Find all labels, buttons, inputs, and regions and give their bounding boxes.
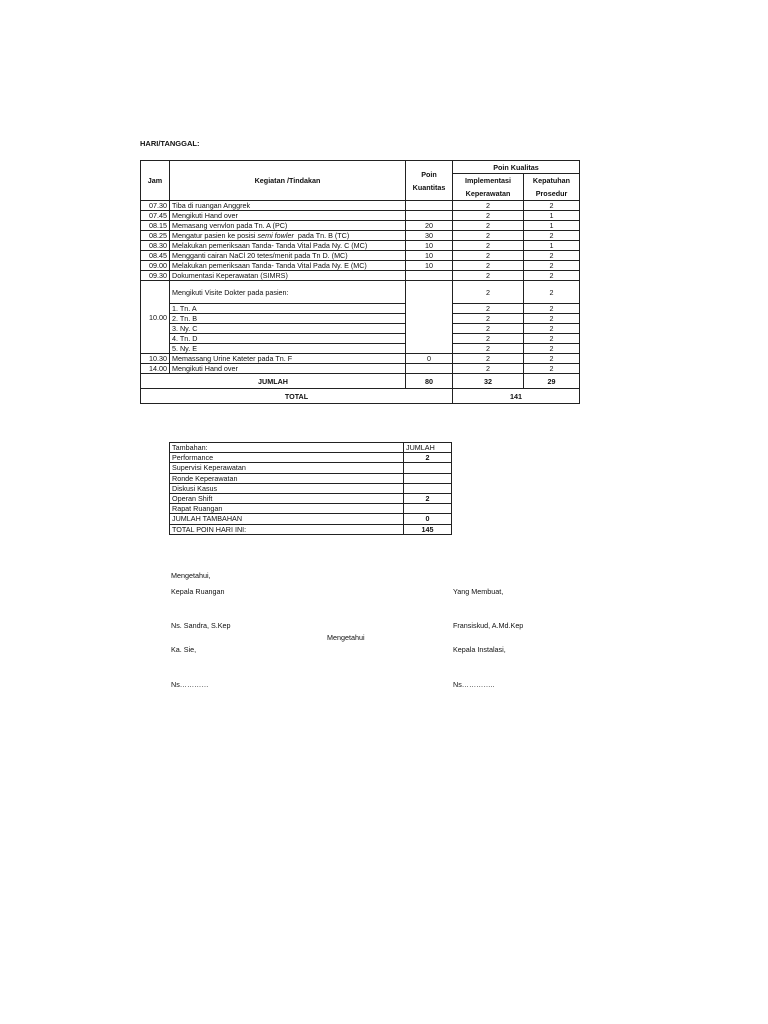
row-kuantitas: 10 — [406, 251, 453, 261]
tambahan-header-row — [170, 443, 452, 453]
tambahan-item-value — [404, 504, 452, 514]
row-jam: 07.30 — [141, 201, 170, 211]
visite-kuantitas — [406, 281, 453, 354]
kegiatan-italic-text: semi fowler — [257, 231, 294, 240]
table-row — [141, 261, 580, 271]
row-kegiatan: Mengganti cairan NaCl 20 tetes/menit pada Tn D. (MC) — [170, 251, 406, 261]
kegiatan-text: pada Tn. B (TC) — [293, 231, 350, 240]
table-row — [141, 231, 580, 241]
row-kegiatan: Melakukan pemeriksaan Tanda- Tanda Vital Pada Ny. E (MC) — [170, 261, 406, 271]
tambahan-item-label: Diskusi Kasus — [170, 483, 404, 493]
header-kepatuhan: Kepatuhan Prosedur — [524, 174, 580, 201]
row-jam: 07.45 — [141, 211, 170, 221]
visite-patient-implementasi: 2 — [453, 324, 524, 334]
row-kegiatan: Memassang Urine Kateter pada Tn. F — [170, 354, 406, 364]
jumlah-kuantitas: 80 — [406, 374, 453, 389]
ns-right-signature: Ns………….. — [453, 680, 495, 689]
row-kepatuhan: 2 — [524, 231, 580, 241]
row-implementasi: 2 — [453, 231, 524, 241]
row-kuantitas: 30 — [406, 231, 453, 241]
kegiatan-text: Mengatur pasien ke posisi — [172, 231, 258, 240]
visite-patient-name: 5. Ny. E — [170, 344, 406, 354]
visite-patient-row — [141, 314, 580, 324]
row-implementasi: 2 — [453, 211, 524, 221]
header-implementasi: Implementasi Keperawatan — [453, 174, 524, 201]
row-kepatuhan: 1 — [524, 211, 580, 221]
visite-patient-name: 4. Tn. D — [170, 334, 406, 344]
jumlah-implementasi: 32 — [453, 374, 524, 389]
nama-pembuat: Fransiskud, A.Md.Kep — [453, 621, 524, 630]
tambahan-row — [170, 494, 452, 504]
jumlah-row — [141, 374, 580, 389]
row-kuantitas: 0 — [406, 354, 453, 364]
row-jam: 08.45 — [141, 251, 170, 261]
tambahan-item-value: 0 — [404, 514, 452, 524]
activity-table — [140, 160, 580, 404]
row-implementasi: 2 — [453, 261, 524, 271]
tambahan-item-label: Supervisi Keperawatan — [170, 463, 404, 473]
row-kegiatan: Melakukan pemeriksaan Tanda- Tanda Vital Pada Ny. C (MC) — [170, 241, 406, 251]
tambahan-item-value: 2 — [404, 494, 452, 504]
row-implementasi: 2 — [453, 354, 524, 364]
header-poin-kuantitas: Poin Kuantitas — [406, 161, 453, 201]
kepala-instalasi-label: Kepala Instalasi, — [453, 645, 506, 654]
header-kegiatan: Kegiatan /Tindakan — [170, 161, 406, 201]
row-kegiatan: Memasang venvlon pada Tn. A (PC) — [170, 221, 406, 231]
row-jam: 09.00 — [141, 261, 170, 271]
visite-patient-kepatuhan: 2 — [524, 334, 580, 344]
row-kuantitas: 20 — [406, 221, 453, 231]
tambahan-item-label: JUMLAH TAMBAHAN — [170, 514, 404, 524]
tambahan-row — [170, 504, 452, 514]
tambahan-row — [170, 453, 452, 463]
tambahan-row — [170, 483, 452, 493]
row-kepatuhan: 2 — [524, 354, 580, 364]
tambahan-item-value: 145 — [404, 524, 452, 534]
visite-patient-implementasi: 2 — [453, 314, 524, 324]
table-row — [141, 221, 580, 231]
tambahan-item-value: 2 — [404, 453, 452, 463]
tambahan-item-label: Operan Shift — [170, 494, 404, 504]
tambahan-item-label: Performance — [170, 453, 404, 463]
table-row — [141, 211, 580, 221]
visite-patient-implementasi: 2 — [453, 334, 524, 344]
row-implementasi: 2 — [453, 271, 524, 281]
row-implementasi: 2 — [453, 241, 524, 251]
total-row — [141, 389, 580, 404]
header-row-1 — [141, 161, 580, 174]
total-label: TOTAL — [141, 389, 453, 404]
table-row — [141, 251, 580, 261]
visite-patient-name: 3. Ny. C — [170, 324, 406, 334]
row-kepatuhan: 1 — [524, 241, 580, 251]
table-row — [141, 364, 580, 374]
row-kepatuhan: 1 — [524, 221, 580, 231]
visite-patient-kepatuhan: 2 — [524, 314, 580, 324]
row-kegiatan: Mengikuti Hand over — [170, 211, 406, 221]
row-jam: 10.30 — [141, 354, 170, 364]
visite-title-implementasi: 2 — [453, 281, 524, 304]
visite-patient-kepatuhan: 2 — [524, 324, 580, 334]
table-row — [141, 354, 580, 364]
tambahan-label: Tambahan: — [170, 443, 404, 453]
visite-patient-row — [141, 334, 580, 344]
visite-patient-kepatuhan: 2 — [524, 344, 580, 354]
row-implementasi: 2 — [453, 251, 524, 261]
table-row — [141, 201, 580, 211]
tambahan-item-value — [404, 473, 452, 483]
ns-left-signature: Ns………… — [171, 680, 209, 689]
row-kuantitas — [406, 211, 453, 221]
visite-patient-implementasi: 2 — [453, 344, 524, 354]
tambahan-jumlah-header: JUMLAH — [404, 443, 452, 453]
nama-kepala-ruangan: Ns. Sandra, S.Kep — [171, 621, 231, 630]
visite-patient-kepatuhan: 2 — [524, 304, 580, 314]
table-row — [141, 271, 580, 281]
visite-patient-row — [141, 324, 580, 334]
row-kuantitas — [406, 271, 453, 281]
row-jam: 08.30 — [141, 241, 170, 251]
mengetahui-center-label: Mengetahui — [327, 633, 365, 642]
row-kegiatan: Tiba di ruangan Anggrek — [170, 201, 406, 211]
tambahan-row — [170, 473, 452, 483]
row-kepatuhan: 2 — [524, 261, 580, 271]
row-jam: 08.25 — [141, 231, 170, 241]
row-kuantitas — [406, 364, 453, 374]
table-row — [141, 241, 580, 251]
visite-title-kepatuhan: 2 — [524, 281, 580, 304]
row-jam: 08.15 — [141, 221, 170, 231]
row-kepatuhan: 2 — [524, 201, 580, 211]
row-kepatuhan: 2 — [524, 271, 580, 281]
row-kepatuhan: 2 — [524, 251, 580, 261]
header-jam: Jam — [141, 161, 170, 201]
jumlah-kepatuhan: 29 — [524, 374, 580, 389]
tambahan-item-label: Ronde Keperawatan — [170, 473, 404, 483]
visite-patient-name: 2. Tn. B — [170, 314, 406, 324]
tambahan-row — [170, 463, 452, 473]
visite-jam: 10.00 — [141, 281, 170, 354]
tambahan-item-label: Rapat Ruangan — [170, 504, 404, 514]
row-implementasi: 2 — [453, 201, 524, 211]
tambahan-table — [169, 442, 452, 535]
header-poin-kualitas: Poin Kualitas — [453, 161, 580, 174]
row-kepatuhan: 2 — [524, 364, 580, 374]
mengetahui-label: Mengetahui, — [171, 571, 211, 580]
row-implementasi: 2 — [453, 221, 524, 231]
row-kegiatan — [170, 231, 406, 241]
tambahan-row — [170, 514, 452, 524]
jumlah-label: JUMLAH — [141, 374, 406, 389]
tambahan-item-label: TOTAL POIN HARI INI: — [170, 524, 404, 534]
visite-patient-name: 1. Tn. A — [170, 304, 406, 314]
visite-title: Mengikuti Visite Dokter pada pasien: — [170, 281, 406, 304]
total-value: 141 — [453, 389, 580, 404]
row-implementasi: 2 — [453, 364, 524, 374]
yang-membuat-label: Yang Membuat, — [453, 587, 504, 596]
row-kuantitas: 10 — [406, 261, 453, 271]
visite-patient-row — [141, 344, 580, 354]
row-kegiatan: Mengikuti Hand over — [170, 364, 406, 374]
tambahan-item-value — [404, 463, 452, 473]
row-jam: 14.00 — [141, 364, 170, 374]
visite-patient-row — [141, 304, 580, 314]
kepala-ruangan-label: Kepala Ruangan — [171, 587, 225, 596]
row-kegiatan: Dokumentasi Keperawatan (SIMRS) — [170, 271, 406, 281]
row-jam: 09.30 — [141, 271, 170, 281]
tambahan-item-value — [404, 483, 452, 493]
ka-sie-label: Ka. Sie, — [171, 645, 197, 654]
date-label: HARI/TANGGAL: — [140, 139, 200, 148]
tambahan-row — [170, 524, 452, 534]
row-kuantitas — [406, 201, 453, 211]
visite-patient-implementasi: 2 — [453, 304, 524, 314]
visite-title-row — [141, 281, 580, 304]
row-kuantitas: 10 — [406, 241, 453, 251]
